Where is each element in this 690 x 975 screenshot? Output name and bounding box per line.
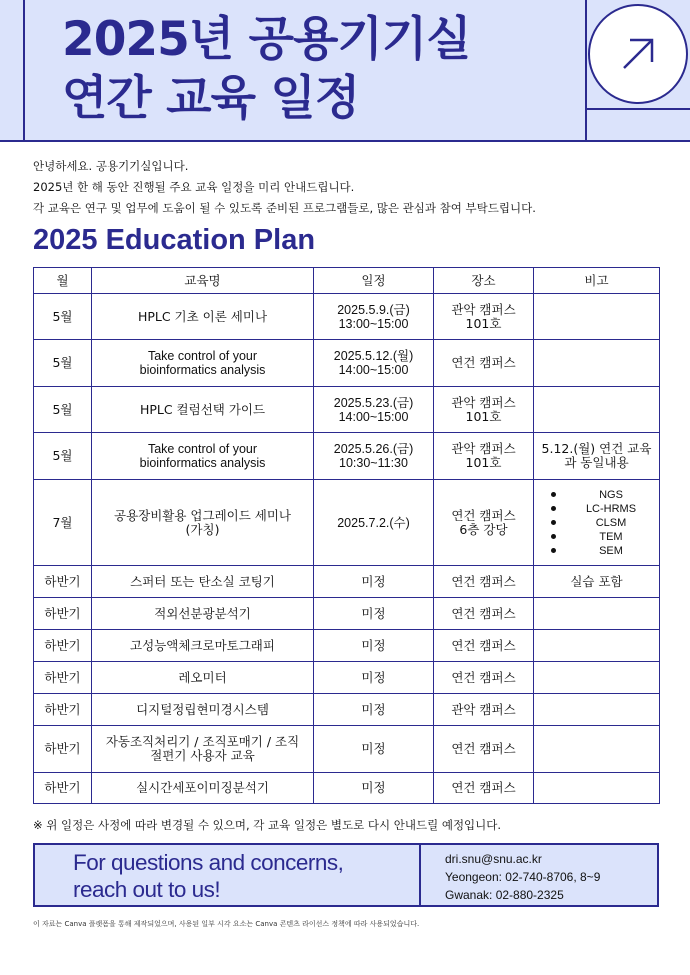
cell-month: 5월: [34, 433, 92, 480]
cell-location: 관악 캠퍼스 101호: [434, 294, 534, 340]
cell-month: 5월: [34, 340, 92, 387]
header-course: 교육명: [92, 268, 314, 294]
contact-message-panel: [35, 845, 421, 905]
cell-location: 연건 캠퍼스: [434, 662, 534, 694]
cell-remarks: [534, 726, 660, 773]
table-row: [34, 598, 660, 630]
cell-remarks: 실습 포함: [534, 566, 660, 598]
equipment-list: [537, 488, 656, 558]
cell-location: 연건 캠퍼스: [434, 726, 534, 773]
cell-schedule: 2025.5.9.(금) 13:00~15:00: [314, 294, 434, 340]
cell-course: 자동조직처리기 / 조직포매기 / 조직 절편기 사용자 교육: [92, 726, 314, 773]
table-row: [34, 773, 660, 804]
contact-email[interactable]: dri.snu@snu.ac.kr: [445, 852, 542, 866]
footnote: ※ 위 일정은 사정에 따라 변경될 수 있으며, 각 교육 일정은 별도로 다시 안내드릴 예정입니다.: [33, 818, 502, 832]
cell-month: 5월: [34, 294, 92, 340]
cell-month: 하반기: [34, 726, 92, 773]
cell-course: 디지털정립현미경시스템: [92, 694, 314, 726]
table-row: [34, 340, 660, 387]
cell-remarks: [534, 598, 660, 630]
table-row: [34, 726, 660, 773]
cell-schedule: 2025.5.26.(금) 10:30~11:30: [314, 433, 434, 480]
arrow-up-right-icon: [588, 4, 688, 104]
cell-course: Take control of your bioinformatics analysis: [92, 433, 314, 480]
cell-remarks: [534, 340, 660, 387]
contact-message-line: reach out to us!: [73, 877, 221, 902]
schedule-table: [33, 267, 660, 804]
list-item: LC-HRMS: [551, 502, 656, 516]
cell-course: 적외선분광분석기: [92, 598, 314, 630]
contact-message-line: For questions and concerns,: [73, 850, 344, 875]
cell-month: 하반기: [34, 630, 92, 662]
cell-schedule: 미정: [314, 630, 434, 662]
intro-line: 안녕하세요. 공용기기실입니다.: [33, 159, 189, 173]
cell-remarks: [534, 630, 660, 662]
contact-phone-yeongeon: Yeongeon: 02-740-8706, 8~9: [445, 870, 601, 884]
cell-schedule: 2025.5.23.(금) 14:00~15:00: [314, 387, 434, 433]
cell-location: 연건 캠퍼스: [434, 598, 534, 630]
cell-course: Take control of your bioinformatics analysis: [92, 340, 314, 387]
cell-schedule: 미정: [314, 662, 434, 694]
table-row: [34, 387, 660, 433]
cell-location: 관악 캠퍼스 101호: [434, 433, 534, 480]
contact-box: [33, 843, 659, 907]
cell-month: 하반기: [34, 662, 92, 694]
header-month: 월: [34, 268, 92, 294]
cell-location: 연건 캠퍼스 6층 강당: [434, 480, 534, 566]
table-row: [34, 566, 660, 598]
cell-schedule: 2025.7.2.(수): [314, 480, 434, 566]
cell-remarks: [534, 294, 660, 340]
cell-course: 고성능액체크로마토그래피: [92, 630, 314, 662]
contact-phone-gwanak: Gwanak: 02-880-2325: [445, 888, 564, 902]
table-row: [34, 294, 660, 340]
header-divider: [23, 0, 25, 142]
contact-info: [445, 850, 600, 904]
cell-course: HPLC 컬럼선택 가이드: [92, 387, 314, 433]
title-line: 2025년 공용기기실: [62, 12, 471, 67]
header-remarks: 비고: [534, 268, 660, 294]
cell-schedule: 미정: [314, 773, 434, 804]
header-divider: [585, 0, 587, 142]
header-location: 장소: [434, 268, 534, 294]
cell-remarks: [534, 387, 660, 433]
plan-title: 2025 Education Plan: [33, 224, 316, 256]
table-row: [34, 433, 660, 480]
cell-remarks: [534, 662, 660, 694]
list-item: NGS: [551, 488, 656, 502]
cell-location: 연건 캠퍼스: [434, 773, 534, 804]
cell-location: 연건 캠퍼스: [434, 630, 534, 662]
cell-schedule: 미정: [314, 566, 434, 598]
header-divider: [585, 108, 690, 110]
cell-location: 관악 캠퍼스 101호: [434, 387, 534, 433]
intro-line: 2025년 한 해 동안 진행될 주요 교육 일정을 미리 안내드립니다.: [33, 180, 355, 194]
intro-line: 각 교육은 연구 및 업무에 도움이 될 수 있도록 준비된 프로그램들로, 많은 관심과 참여 부탁드립니다.: [33, 201, 536, 215]
table-row: [34, 694, 660, 726]
header-schedule: 일정: [314, 268, 434, 294]
cell-month: 7월: [34, 480, 92, 566]
cell-schedule: 미정: [314, 694, 434, 726]
cell-course: 레오미터: [92, 662, 314, 694]
intro-text: [33, 156, 536, 219]
header-banner: [0, 0, 690, 142]
table-header-row: [34, 268, 660, 294]
cell-month: 하반기: [34, 598, 92, 630]
title-line: 연간 교육 일정: [62, 71, 360, 126]
list-item: TEM: [551, 530, 656, 544]
cell-month: 5월: [34, 387, 92, 433]
table-row: [34, 662, 660, 694]
cell-course: 실시간세포이미징분석기: [92, 773, 314, 804]
cell-course: 스퍼터 또는 탄소실 코팅기: [92, 566, 314, 598]
cell-month: 하반기: [34, 566, 92, 598]
cell-course: HPLC 기초 이론 세미나: [92, 294, 314, 340]
cell-remarks: [534, 694, 660, 726]
cell-course: 공용장비활용 업그레이드 세미나 (가칭): [92, 480, 314, 566]
cell-location: 연건 캠퍼스: [434, 340, 534, 387]
list-item: SEM: [551, 544, 656, 558]
cell-remarks: [534, 480, 660, 566]
page-title: [62, 10, 471, 128]
cell-location: 관악 캠퍼스: [434, 694, 534, 726]
cell-remarks: 5.12.(월) 연건 교육 과 동일내용: [534, 433, 660, 480]
credit-note: 이 자료는 Canva 플랫폼을 통해 제작되었으며, 사용된 일부 시각 요소는 Canva 콘텐츠 라이선스 정책에 따라 사용되었습니다.: [33, 920, 420, 928]
cell-schedule: 미정: [314, 598, 434, 630]
list-item: CLSM: [551, 516, 656, 530]
cell-schedule: 2025.5.12.(월) 14:00~15:00: [314, 340, 434, 387]
cell-schedule: 미정: [314, 726, 434, 773]
contact-message: [73, 849, 343, 903]
cell-month: 하반기: [34, 773, 92, 804]
cell-month: 하반기: [34, 694, 92, 726]
cell-remarks: [534, 773, 660, 804]
table-row: [34, 480, 660, 566]
table-row: [34, 630, 660, 662]
cell-location: 연건 캠퍼스: [434, 566, 534, 598]
